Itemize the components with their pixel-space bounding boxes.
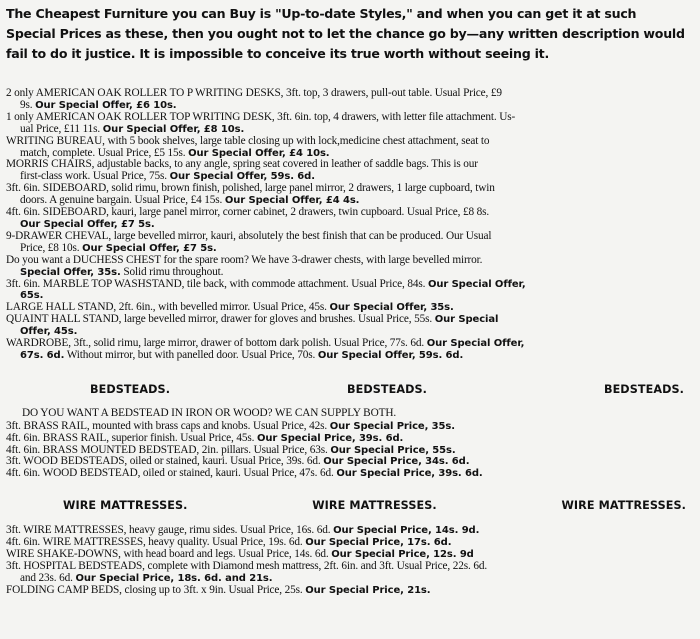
item-text: 3ft. WOOD BEDSTEADS, oiled or stained, kauri. Usual Price, 39s. 6d. [6, 455, 321, 468]
special-offer: Our Special Offer, £4 4s. [224, 195, 360, 207]
special-offer: Offer, 45s. [20, 326, 78, 338]
item-text: 3ft. 6in. MARBLE TOP WASHSTAND, tile back, with commode attachment. Usual Price, 84s. [6, 277, 426, 290]
item-text: 4ft. 6in. BRASS MOUNTED BEDSTEAD, 2in. pillars. Usual Price, 63s. [6, 443, 328, 456]
wire-mattresses-list [6, 525, 694, 596]
item-text: 2 only AMERICAN OAK ROLLER TO P WRITING DESKS, 3ft. top, 3 drawers, pull-out table. Usual Price, £9 [6, 87, 502, 99]
item-line [6, 255, 694, 267]
special-offer: Our Special Price, 21s. [305, 584, 431, 596]
special-offer: Our Special Price, 18s. 6d. and 21s. [75, 572, 273, 584]
list-item [6, 207, 694, 231]
special-offer: Our Special Price, 39s. 6d. [336, 468, 483, 480]
item-text: and 23s. 6d. [20, 571, 73, 584]
list-item [6, 231, 694, 255]
special-offer: Our Special Price, 12s. 9d [331, 549, 474, 561]
item-line [6, 585, 694, 597]
intro-line: fail to do it justice. It is impossible to conceive its true worth without seeing it. [6, 46, 549, 61]
item-text: Without mirror, but with panelled door. Usual Price, 70s. [66, 348, 316, 361]
item-text: WRITING BUREAU, with 5 book shelves, large table closing up with lock,medicine chest attachment, seat to [6, 134, 490, 147]
special-offer: Our Special Offer, £8 10s. [102, 123, 245, 135]
item-text: 9-DRAWER CHEVAL, large bevelled mirror, kauri, absolutely the best finish that can be produced. Our Usual [6, 229, 492, 242]
special-offer: 65s. [20, 290, 44, 302]
item-text: 4ft. 6in. WOOD BEDSTEAD, oiled or stained, kauri. Usual Price, 47s. 6d. [6, 467, 334, 480]
section-heading: WIRE MATTRESSES. [561, 499, 686, 513]
item-text: 3ft. HOSPITAL BEDSTEADS, complete with Diamond mesh mattress, 2ft. 6in. and 3ft. Usual Price, 22s. 6d. [6, 560, 488, 572]
item-line [6, 88, 694, 100]
bedsteads-intro: DO YOU WANT A BEDSTEAD IN IRON OR WOOD? WE CAN SUPPLY BOTH. [22, 406, 397, 419]
list-item [6, 314, 694, 338]
intro-line: Special Prices as these, then you ought not to let the chance go by—any written description would [6, 26, 685, 41]
item-text: match, complete. Usual Price, £5 15s. [20, 146, 186, 159]
item-text: 4ft. 6in. SIDEBOARD, kauri, large panel mirror, corner cabinet, 2 drawers, twin cupboard. Usual Price, £8 8s. [6, 206, 490, 219]
item-text: MORRIS CHAIRS, adjustable backs, to any angle, spring seat covered in leather of saddle bags. This is our [6, 158, 478, 171]
wire-mattresses-section [6, 525, 694, 596]
bedsteads-list [6, 421, 694, 481]
item-text: Do you want a DUCHESS CHEST for the spare room? We have 3-drawer chests, with large bevelled mirror. [6, 253, 483, 266]
special-offer: Our Special Price, 14s. 9d. [333, 525, 480, 537]
special-offer: Our Special [434, 314, 499, 326]
item-line [6, 279, 694, 291]
bedsteads-heading-row [6, 383, 694, 396]
item-line [6, 561, 694, 573]
wire-mattresses-heading-row [6, 499, 694, 512]
list-item [6, 88, 694, 112]
special-offer: Our Special Offer, [427, 278, 526, 290]
item-text: 4ft. 6in. WIRE MATTRESSES, heavy quality. Usual Price, 19s. 6d. [6, 536, 303, 549]
special-offer: 67s. 6d. [20, 349, 65, 361]
special-offer: Our Special Price, 35s. [329, 420, 455, 432]
item-text: WARDROBE, 3ft., solid rimu, large mirror, drawer of bottom dark polish. Usual Price, 77s. 6d. [6, 337, 425, 350]
intro-line: The Cheapest Furniture you can Buy is "Up-to-date Styles," and when you can get it at such [6, 6, 637, 21]
item-text: doors. A genuine bargain. Usual Price, £4 15s. [20, 194, 223, 207]
list-item [6, 183, 694, 207]
item-text: 4ft. 6in. BRASS RAIL, superior finish. Usual Price, 45s. [6, 431, 255, 444]
item-line [6, 207, 694, 219]
bedsteads-section [6, 408, 694, 480]
furniture-list [6, 88, 694, 362]
section-heading: BEDSTEADS. [346, 382, 428, 396]
item-text: Solid rimu throughout. [123, 265, 224, 278]
special-offer: Our Special Offer, 59s. 6d. [169, 171, 315, 183]
item-text: 1 only AMERICAN OAK ROLLER TOP WRITING DESK, 3ft. 6in. top, 4 drawers, with letter file attachment. Us- [6, 110, 516, 123]
intro-paragraph [6, 4, 694, 64]
special-offer: Our Special Price, 17s. 6d. [305, 537, 452, 549]
list-item [6, 136, 694, 160]
special-offer: Our Special Price, 39s. 6d. [256, 432, 404, 444]
list-item [6, 585, 694, 597]
special-offer: Our Special Offer, 35s. [329, 302, 454, 314]
item-text: 3ft. BRASS RAIL, mounted with brass caps and knobs. Usual Price, 42s. [6, 419, 328, 432]
list-item [6, 112, 694, 136]
special-offer: Our Special Offer, £7 5s. [20, 218, 155, 230]
item-text: FOLDING CAMP BEDS, closing up to 3ft. x 9in. Usual Price, 25s. [6, 583, 303, 596]
special-offer: Our Special Offer, £6 10s. [35, 99, 177, 111]
list-item [6, 279, 694, 303]
special-offer: Our Special Offer, £4 10s. [188, 147, 330, 159]
special-offer: Our Special Price, 55s. [330, 444, 456, 456]
section-heading: WIRE MATTRESSES. [63, 499, 188, 513]
item-line [6, 231, 694, 243]
item-text: 3ft. WIRE MATTRESSES, heavy gauge, rimu sides. Usual Price, 16s. 6d. [6, 524, 331, 537]
item-line [6, 468, 694, 480]
special-offer: Our Special Offer, [426, 338, 525, 350]
item-text: first-class work. Usual Price, 75s. [20, 170, 167, 183]
item-text: LARGE HALL STAND, 2ft. 6in., with bevelled mirror. Usual Price, 45s. [6, 301, 327, 314]
list-item [6, 468, 694, 480]
list-item [6, 561, 694, 585]
item-line [6, 112, 694, 124]
special-offer: Our Special Price, 34s. 6d. [323, 456, 470, 468]
special-offer: Our Special Offer, 59s. 6d. [317, 349, 464, 361]
item-line [6, 314, 694, 326]
item-text: QUAINT HALL STAND, large bevelled mirror, drawer for gloves and brushes. Usual Price, 55s. [6, 313, 433, 326]
item-text: WIRE SHAKE-DOWNS, with head board and legs. Usual Price, 14s. 6d. [6, 548, 329, 561]
list-item [6, 338, 694, 362]
section-heading: BEDSTEADS. [603, 382, 684, 396]
list-item [6, 255, 694, 279]
section-heading: BEDSTEADS. [90, 382, 171, 396]
special-offer: Special Offer, 35s. [20, 266, 121, 278]
item-line [6, 350, 694, 362]
section-heading: WIRE MATTRESSES. [312, 499, 437, 513]
item-text: Price, £8 10s. [20, 241, 80, 254]
list-item [6, 159, 694, 183]
item-text: 3ft. 6in. SIDEBOARD, solid rimu, brown finish, polished, large panel mirror, 2 drawers, 1 large cupboard, twin [6, 182, 495, 195]
special-offer: Our Special Offer, £7 5s. [82, 242, 217, 254]
item-text: 9s. [20, 98, 33, 111]
item-text: ual Price, £11 11s. [20, 122, 101, 135]
